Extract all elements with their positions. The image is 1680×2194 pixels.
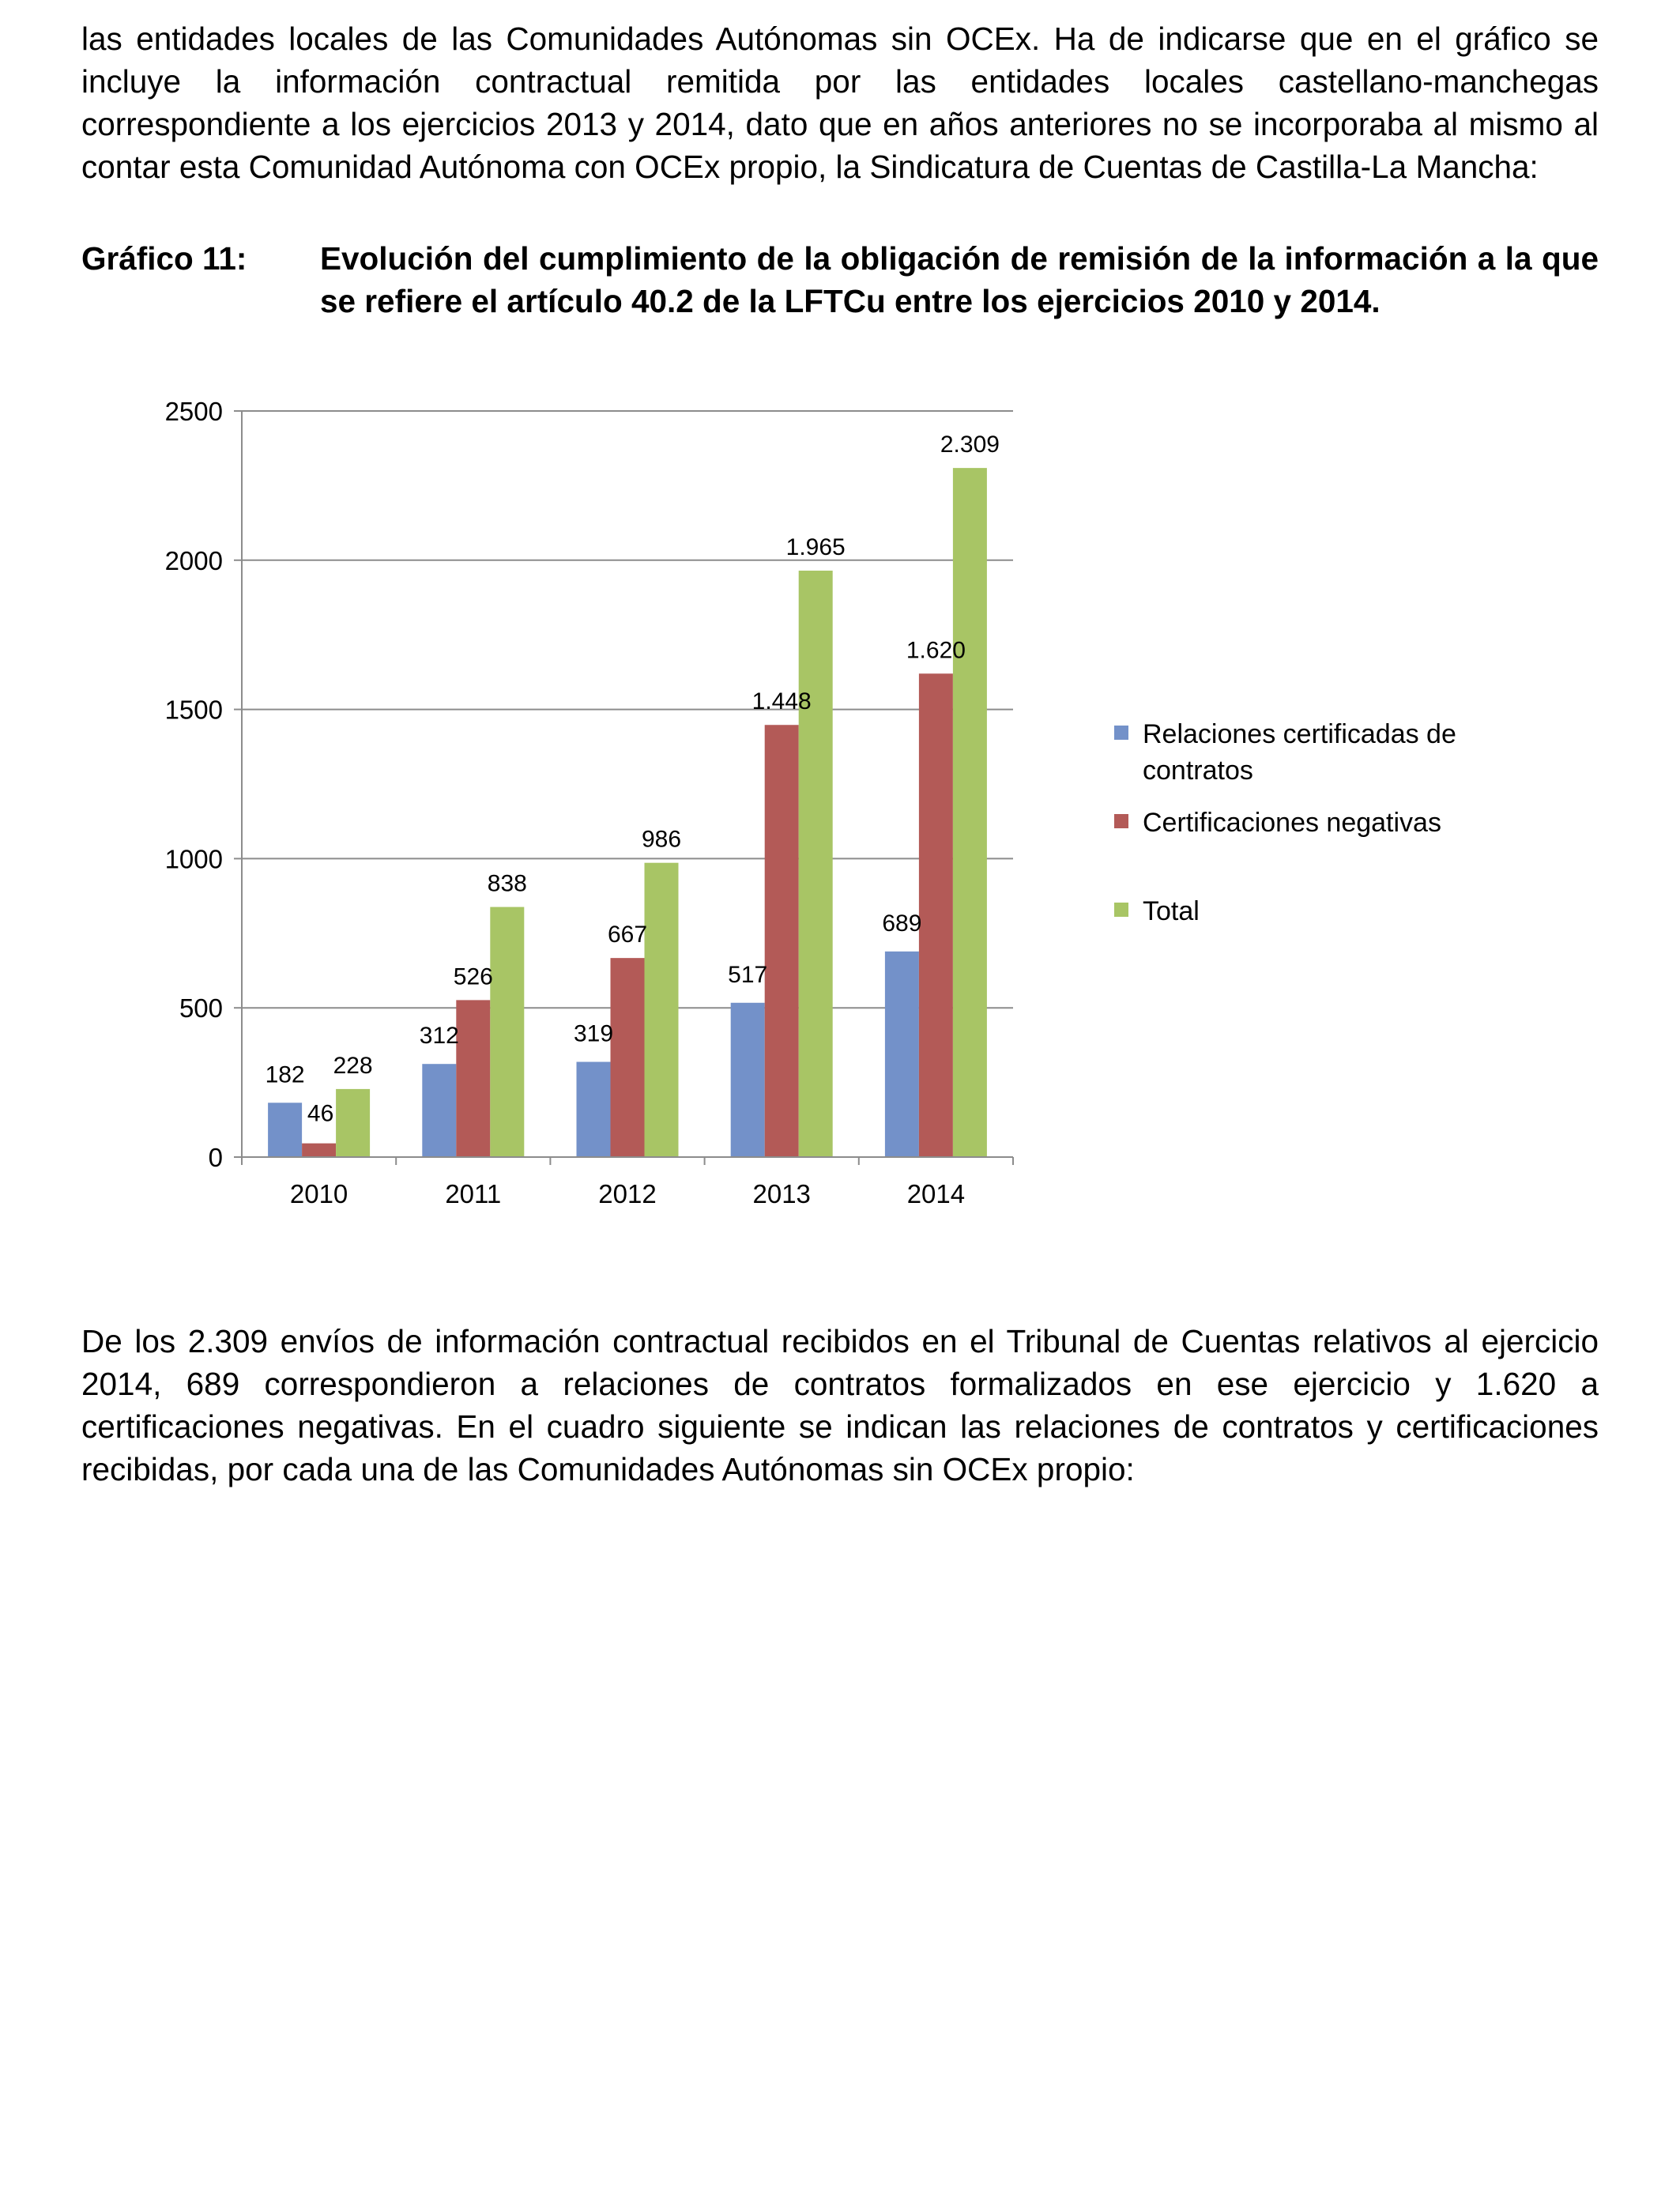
data-label: 312 [419,1023,459,1050]
y-tick-label: 1000 [164,844,223,874]
x-tick-label: 2011 [445,1179,502,1208]
data-label: 46 [307,1100,334,1127]
bar [422,1064,456,1157]
legend-swatch [1114,726,1128,740]
legend-label: contratos [1143,756,1253,786]
bar [302,1144,336,1157]
x-tick-label: 2014 [906,1179,966,1208]
data-label: 1.448 [751,688,812,715]
intro-paragraph: las entidades locales de las Comunidades Autónomas sin OCEx. Ha de indicarse que en el gráfico se incluye la información contractual remitida por las entidades locales castellano-manchegas correspondiente a los ejercicios 2013 y 2014, dato que en años anteriores no se incorporaba al mismo al contar esta Comunidad Autónoma con OCEx propio, la Sindicatura de Cuentas de Castilla-La Mancha: [81,21,1599,185]
data-label: 986 [641,826,682,853]
figure-caption [81,237,1599,322]
data-label: 182 [265,1061,305,1088]
legend-swatch [1114,903,1128,917]
legend-swatch [1114,814,1128,828]
bar [577,1062,611,1157]
y-tick-label: 0 [208,1143,223,1172]
y-tick-label: 2500 [164,397,223,426]
data-label: 689 [882,910,922,937]
bar-chart [0,371,1680,1249]
data-label: 2.309 [940,432,1000,458]
data-label: 1.965 [785,534,846,561]
bars [265,468,987,1157]
x-tick-label: 2010 [289,1179,348,1208]
legend-label: Total [1143,896,1200,926]
bar [953,468,987,1157]
data-label: 838 [487,870,527,897]
data-label: 319 [573,1020,614,1047]
bar [919,673,953,1157]
bar [885,952,919,1157]
bar [611,958,645,1157]
legend [1114,719,1456,926]
chart-container [0,371,1680,1249]
bar [456,1000,490,1157]
data-label: 1.620 [906,637,966,664]
data-label: 667 [607,922,648,948]
y-tick-label: 1500 [164,695,223,725]
page-content [81,17,1599,322]
bar [765,725,799,1157]
x-tick-label: 2012 [598,1179,657,1208]
figure-title: Evolución del cumplimiento de la obligación de remisión de la información a la que se refiere el artículo 40.2 de la LFTCu entre los ejercicios 2010 y 2014. [320,240,1599,319]
bar [268,1103,302,1157]
x-tick-label: 2013 [752,1179,811,1208]
data-label: 228 [333,1052,373,1079]
bar [731,1003,765,1157]
legend-label: Relaciones certificadas de [1143,719,1456,749]
bar [799,571,833,1157]
figure-label: Gráfico 11: [81,240,247,277]
bar [490,907,524,1157]
data-label: 517 [728,961,768,988]
data-label: 526 [453,963,493,990]
y-tick-label: 2000 [164,545,223,575]
bar [645,863,679,1157]
closing-paragraph: De los 2.309 envíos de información contractual recibidos en el Tribunal de Cuentas relativos al ejercicio 2014, 689 correspondieron a relaciones de contratos formalizados en ese ejercicio y 1.620 a certificaciones negativas. En el cuadro siguiente se indican las relaciones de contratos y certificaciones recibidas, por cada una de las Comunidades Autónomas sin OCEx propio: [81,1323,1599,1487]
legend-label: Certificaciones negativas [1143,808,1441,838]
y-tick-label: 500 [179,993,223,1023]
bar [336,1089,370,1157]
closing-section [81,1320,1599,1491]
